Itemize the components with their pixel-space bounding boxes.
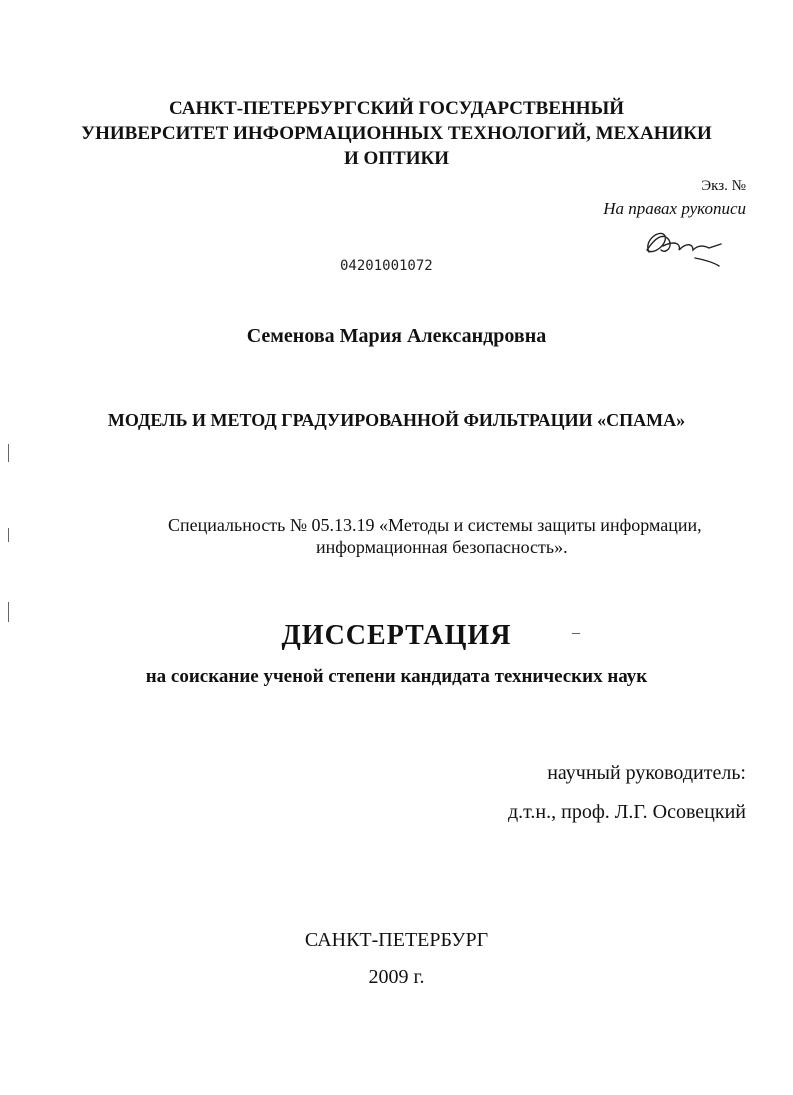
dissertation-title: МОДЕЛЬ И МЕТОД ГРАДУИРОВАННОЙ ФИЛЬТРАЦИИ «СПАМА» [107,410,686,430]
degree-statement: на соискание ученой степени кандидата технических наук [145,666,648,687]
supervisor-label: научный руководитель: [547,762,746,784]
copy-number-label: Экз. № [701,178,746,194]
author-name: Семенова Мария Александровна [246,325,547,347]
scan-mark [8,528,9,542]
scan-mark [572,633,580,634]
supervisor-name: д.т.н., проф. Л.Г. Осовецкий [508,801,746,823]
scan-mark [8,602,9,622]
manuscript-rights: На правах рукописи [603,199,746,218]
specialty-line-2: информационная безопасность». [316,537,568,557]
scan-mark [8,444,9,462]
specialty-line-1: Специальность № 05.13.19 «Методы и системы защиты информации, [168,515,702,535]
registration-code: 04201001072 [340,258,433,274]
institution-name [0,96,793,171]
city: САНКТ-ПЕТЕРБУРГ [304,929,489,951]
document-type: ДИССЕРТАЦИЯ [281,620,512,651]
institution-line-3: И ОПТИКИ [343,148,450,169]
year: 2009 г. [368,966,425,988]
signature [635,222,727,270]
institution-line-2: УНИВЕРСИТЕТ ИНФОРМАЦИОННЫХ ТЕХНОЛОГИЙ, МЕХАНИКИ [81,123,712,144]
institution-line-1: САНКТ-ПЕТЕРБУРГСКИЙ ГОСУДАРСТВЕННЫЙ [168,98,625,119]
